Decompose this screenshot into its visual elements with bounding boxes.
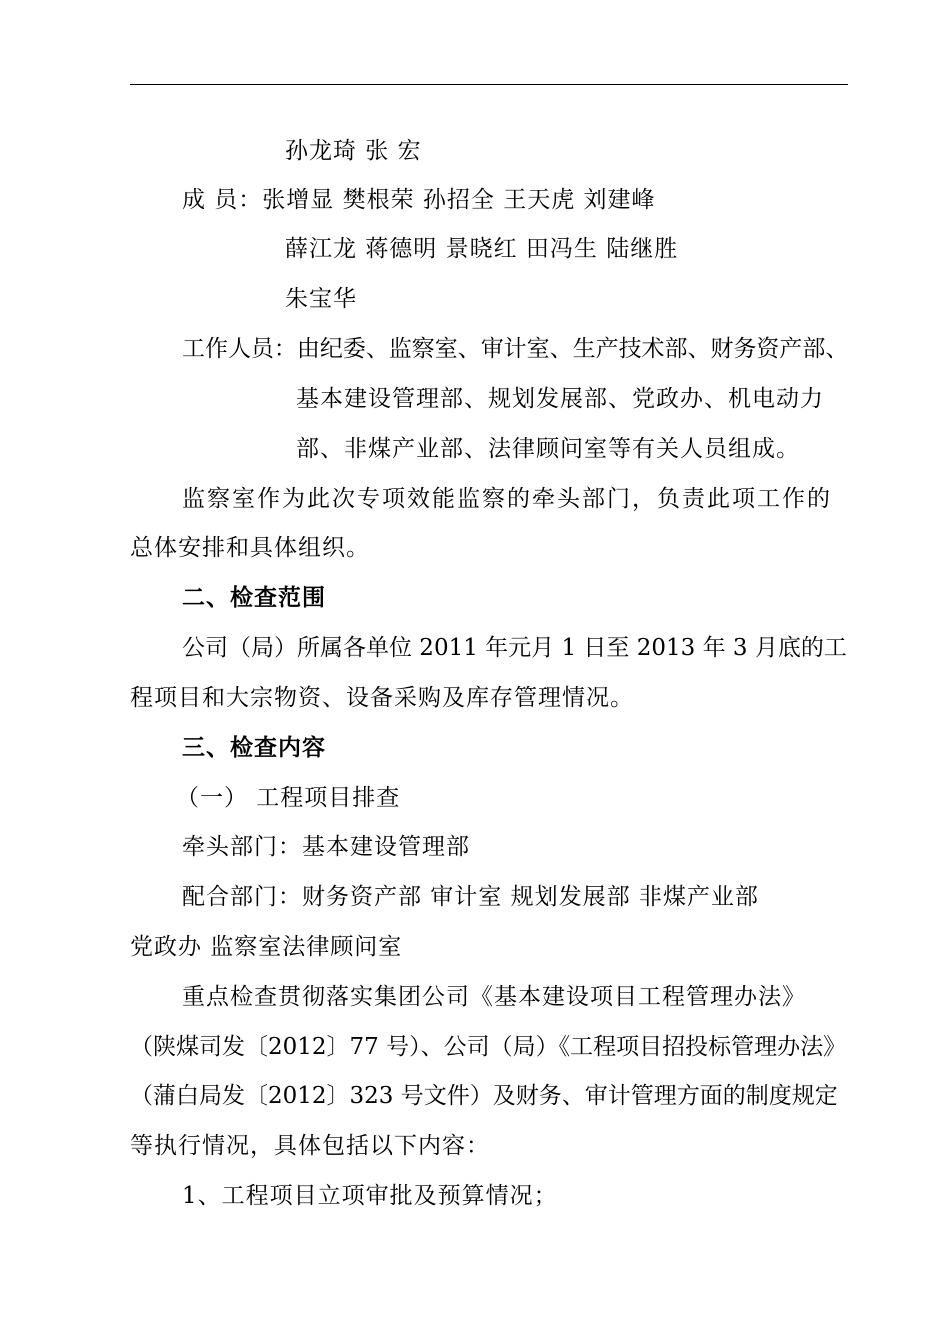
section-heading: 二、检查范围 — [182, 584, 326, 611]
text-line: （陕煤司发〔2012〕77 号）、公司（局）《工程项目招投标管理办法》 — [130, 1034, 847, 1060]
text-line: （蒲白局发〔2012〕323 号文件）及财务、审计管理方面的制度规定 — [130, 1083, 838, 1109]
text-line: 等执行情况，具体包括以下内容： — [130, 1133, 490, 1159]
text-line: 党政办 监察室法律顾问室 — [130, 934, 403, 960]
section-heading: 三、检查内容 — [182, 734, 326, 761]
text-line: 成 员：张增显 樊根荣 孙招全 王天虎 刘建峰 — [182, 187, 656, 213]
subsection-heading: （一） 工程项目排查 — [176, 785, 401, 811]
text-line: 公司（局）所属各单位 2011 年元月 1 日至 2013 年 3 月底的工 — [182, 635, 847, 661]
text-line: 配合部门：财务资产部 审计室 规划发展部 非煤产业部 — [182, 884, 759, 910]
text-line: 程项目和大宗物资、设备采购及库存管理情况。 — [130, 685, 634, 711]
text-line: 监察室作为此次专项效能监察的牵头部门，负责此项工作的 — [182, 486, 832, 512]
text-line: 部、非煤产业部、法律顾问室等有关人员组成。 — [296, 436, 800, 462]
text-line: 孙龙琦 张 宏 — [285, 138, 422, 164]
text-line: 薛江龙 蒋德明 景晓红 田冯生 陆继胜 — [285, 236, 679, 262]
text-line: 朱宝华 — [285, 286, 357, 312]
text-line: 基本建设管理部、规划发展部、党政办、机电动力 — [296, 386, 824, 412]
text-line: 工作人员：由纪委、监察室、审计室、生产技术部、财务资产部、 — [182, 336, 849, 362]
text-line: 总体安排和具体组织。 — [130, 535, 370, 561]
text-line: 1、工程项目立项审批及预算情况； — [182, 1183, 558, 1209]
text-line: 牵头部门：基本建设管理部 — [182, 834, 470, 860]
text-line: 重点检查贯彻落实集团公司《基本建设项目工程管理办法》 — [182, 984, 806, 1010]
header-rule — [130, 84, 848, 85]
